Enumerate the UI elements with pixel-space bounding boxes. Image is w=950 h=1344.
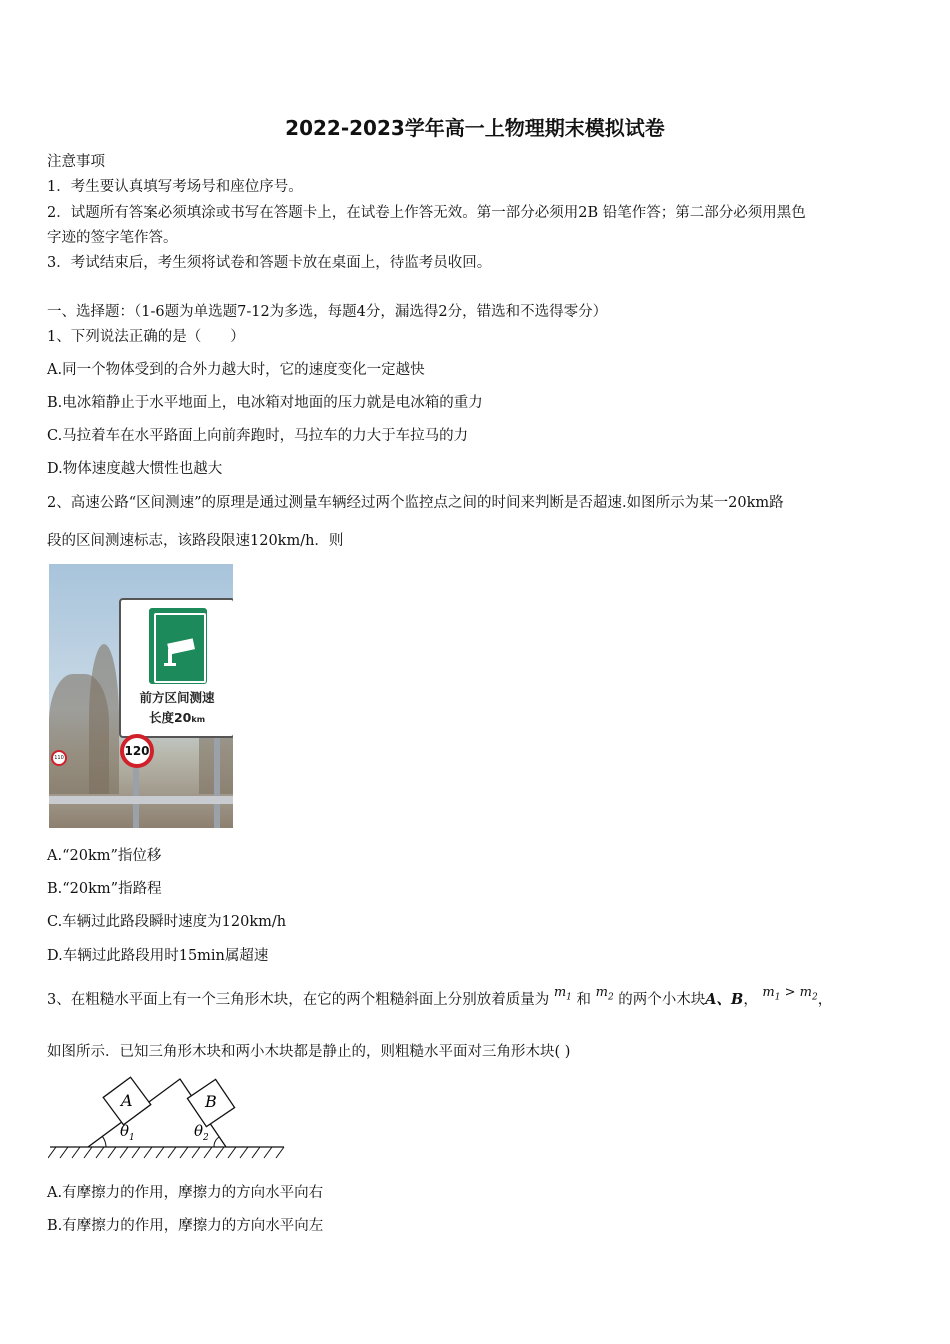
mass-inequality: $m_1 > m_2$	[762, 985, 818, 1003]
theta2-label: $\theta_2$	[194, 1122, 209, 1143]
sign-unit: km	[191, 715, 206, 724]
q3-stem-line2: 如图所示．已知三角形木块和两小木块都是静止的，则粗糙水平面对三角形木块( )	[47, 1044, 571, 1060]
incline-figure	[48, 1072, 288, 1164]
camera-icon	[156, 615, 204, 681]
q2-option-a: A.“20km”指位移	[47, 848, 162, 864]
q3-stem-line1: 3、在粗糙水平面上有一个三角形木块，在它的两个粗糙斜面上分别放着质量为 $m_1$ 和 $m_2$ 的两个小木块A、B， $m_1 > m_2$，	[47, 985, 833, 1008]
sign-text-line2: 长度20	[148, 710, 192, 725]
notice-item: 2．试题所有答案必须填涂或书写在答题卡上，在试卷上作答无效。第一部分必须用2B 铅笔作答；第二部分必须用黑色	[47, 205, 806, 221]
notice-item: 字迹的签字笔作答。	[47, 230, 178, 246]
q1-option-d: D.物体速度越大惯性也越大	[47, 461, 223, 477]
speed-zone-sign	[119, 598, 233, 738]
camera-icon-panel	[149, 608, 207, 684]
notice-item: 3．考试结束后，考生须将试卷和答题卡放在桌面上，待监考员收回。	[47, 255, 492, 271]
q2-option-c: C.车辆过此路段瞬时速度为120km/h	[47, 914, 287, 930]
q3-and: 和	[576, 992, 592, 1008]
speed-zone-sign-photo	[49, 564, 233, 828]
notice-heading: 注意事项	[47, 154, 105, 170]
q1-stem: 1、下列说法正确的是（ ）	[47, 329, 245, 345]
sign-text-line1: 前方区间测速	[139, 690, 215, 705]
q1-option-b: B.电冰箱静止于水平地面上，电冰箱对地面的压力就是电冰箱的重力	[47, 395, 483, 411]
theta1-label: $\theta_1$	[120, 1122, 135, 1143]
block-a-label: A	[121, 1091, 133, 1110]
q1-option-a: A.同一个物体受到的合外力越大时，它的速度变化一定越快	[47, 362, 425, 378]
q3-blocks: A、B	[705, 991, 744, 1008]
q3-option-b: B.有摩擦力的作用，摩擦力的方向水平向左	[47, 1218, 324, 1234]
mass-m2: $m_2$	[595, 985, 614, 1003]
block-b-label: B	[205, 1092, 217, 1111]
page-title: 2022-2023学年高一上物理期末模拟试卷	[285, 116, 665, 140]
q1-option-c: C.马拉着车在水平路面上向前奔跑时，马拉车的力大于车拉马的力	[47, 428, 469, 444]
q2-option-d: D.车辆过此路段用时15min属超速	[47, 948, 269, 964]
notice-item: 1．考生要认真填写考场号和座位序号。	[47, 179, 303, 195]
q2-stem-line1: 2、高速公路“区间测速”的原理是通过测量车辆经过两个监控点之间的时间来判断是否超速.如图所示为某一20km路	[47, 495, 784, 511]
q3-option-a: A.有摩擦力的作用，摩擦力的方向水平向右	[47, 1185, 324, 1201]
q3-stem-b: 的两个小木块	[618, 992, 706, 1008]
speed-limit-sign: 120	[120, 734, 154, 768]
section-heading: 一、选择题：（1-6题为单选题7-12为多选，每题4分，漏选得2分，错选和不选得零分）	[47, 304, 608, 320]
small-speed-limit-sign: 110	[51, 750, 67, 766]
q2-option-b: B.“20km”指路程	[47, 881, 162, 897]
mass-m1: $m_1$	[553, 985, 572, 1003]
q3-stem-a: 3、在粗糙水平面上有一个三角形木块，在它的两个粗糙斜面上分别放着质量为	[47, 992, 550, 1008]
q2-stem-line2: 段的区间测速标志，该路段限速120km/h．则	[47, 533, 344, 549]
